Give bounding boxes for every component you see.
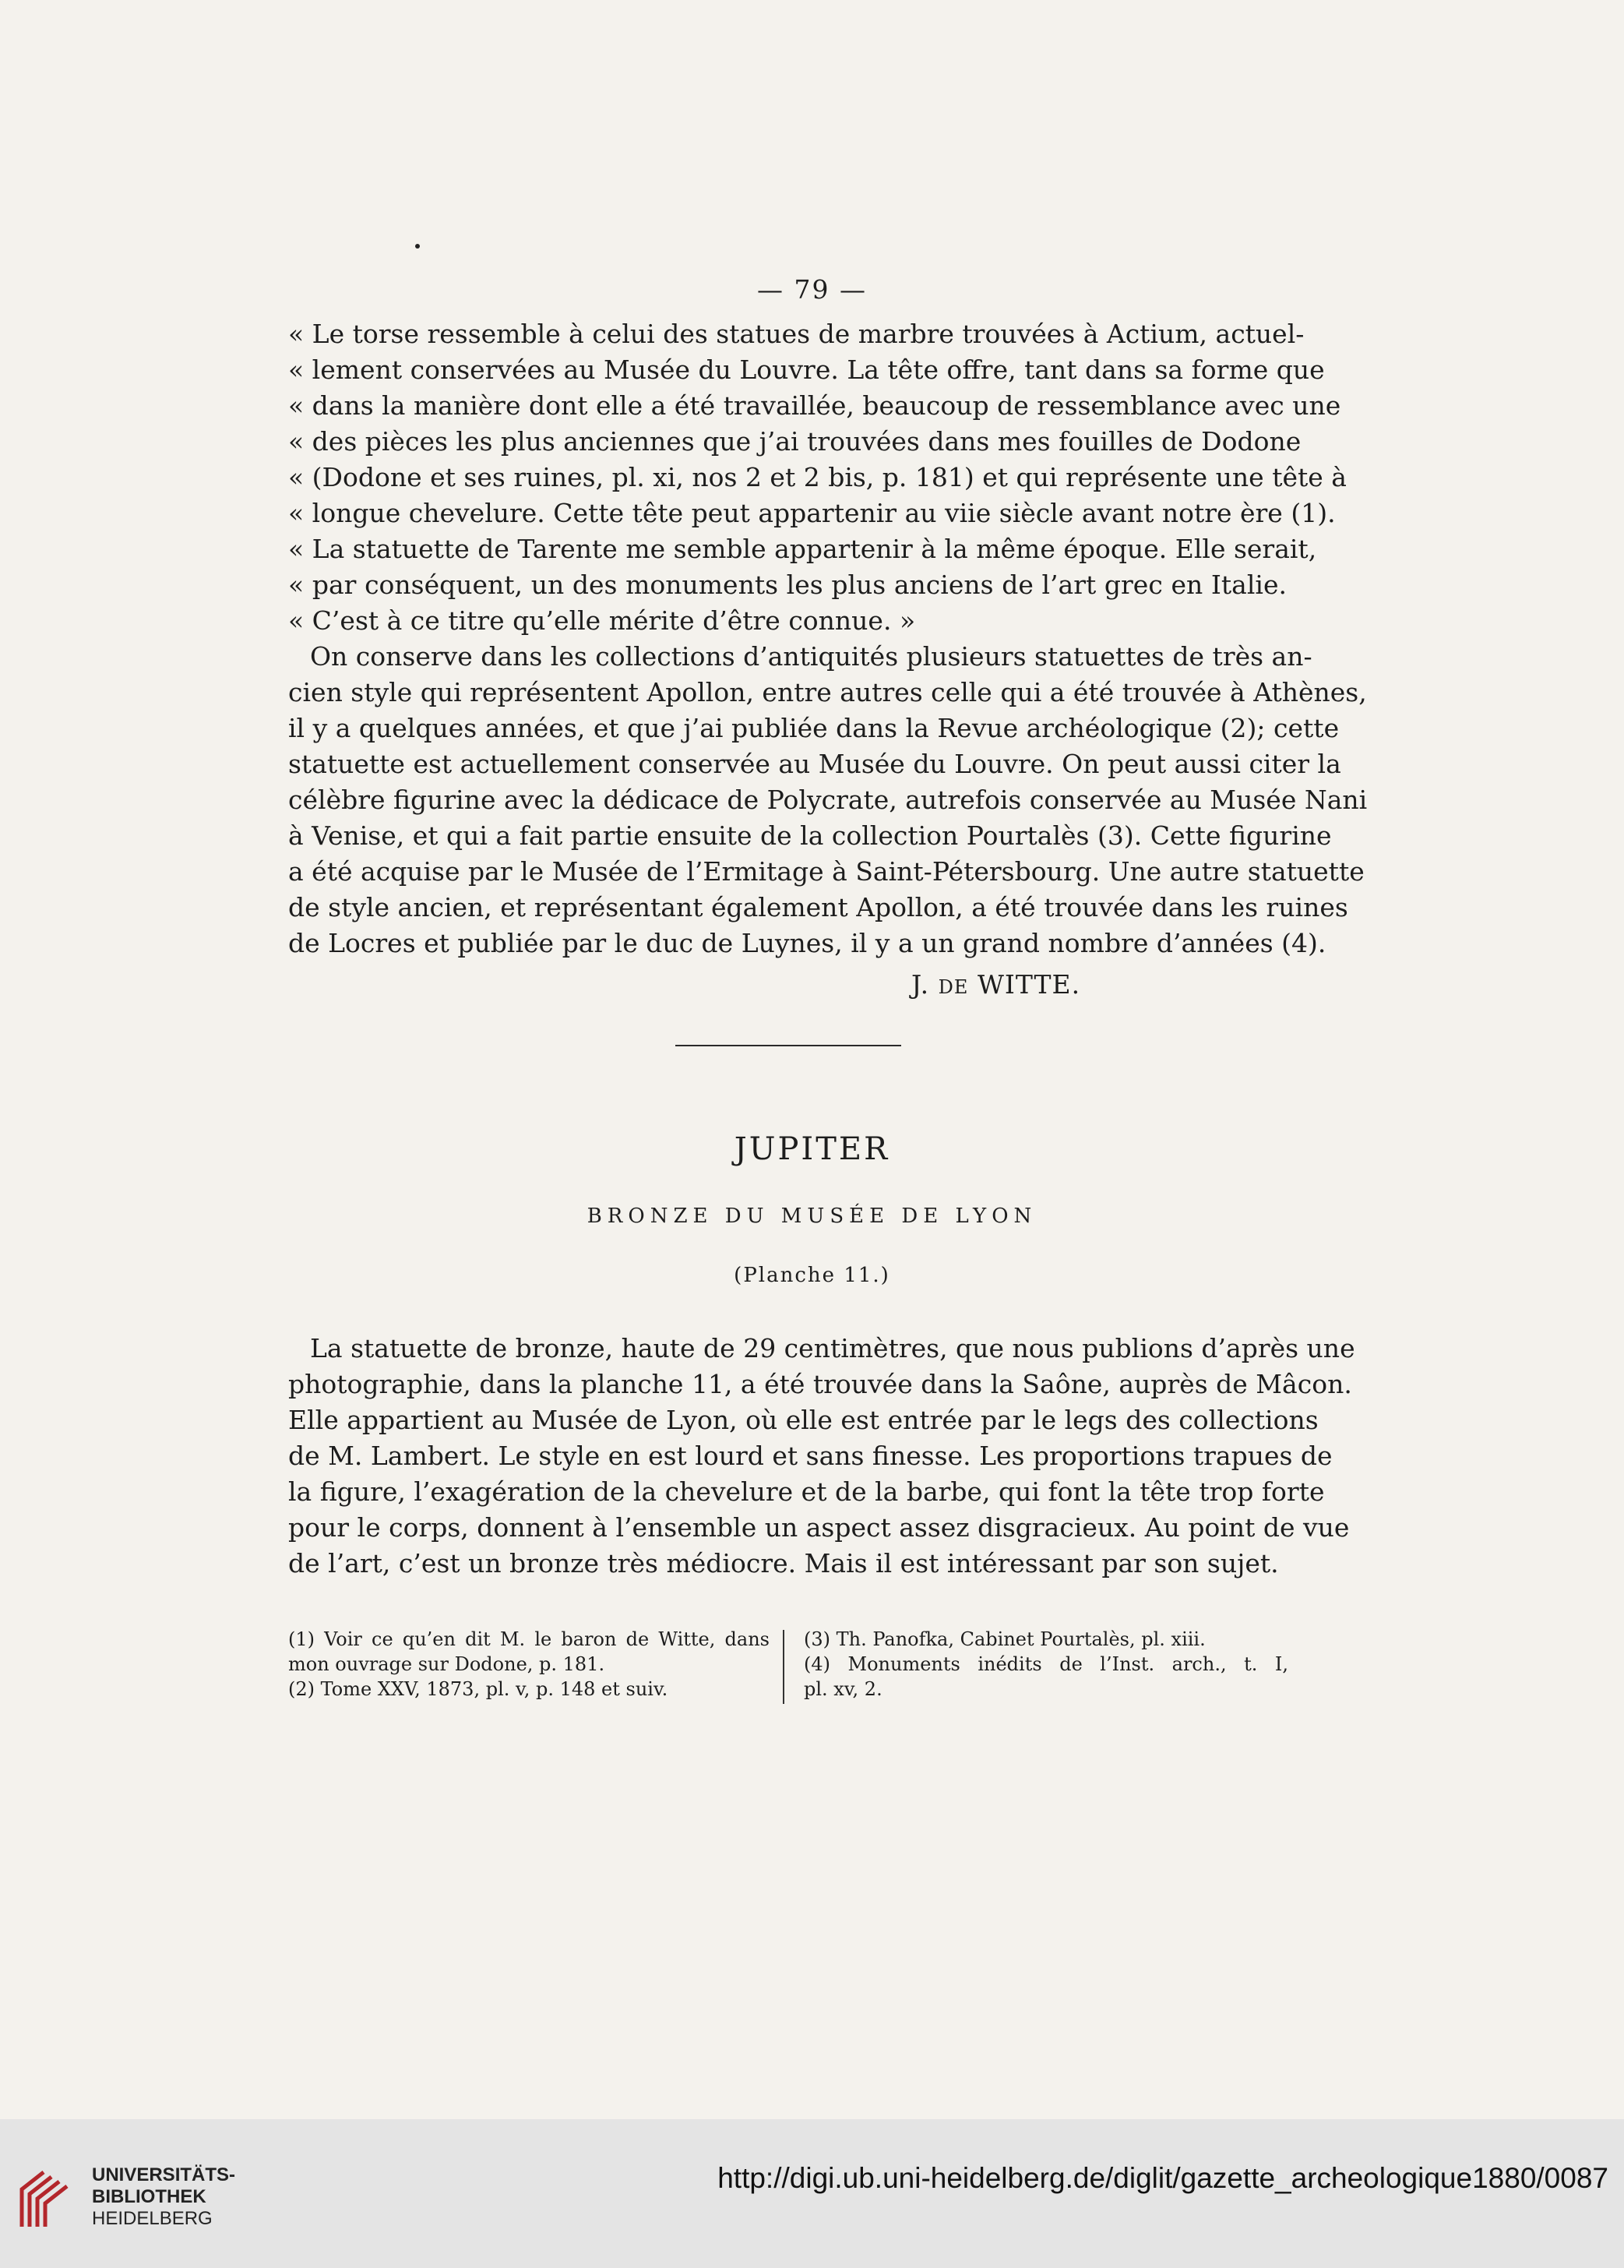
paragraph-line: pour le corps, donnent à l’ensemble un aspect assez disgracieux. Au point de vue	[288, 1512, 1350, 1543]
paragraph-jupiter	[288, 1331, 1355, 1582]
footnote-line: (4) Monuments inédits de l’Inst. arch., t. I,	[804, 1653, 1288, 1675]
signature-particle: DE	[938, 976, 969, 998]
footnote-line: (1) Voir ce qu’en dit M. le baron de Witte, dans	[288, 1628, 770, 1650]
footnote-divider	[783, 1630, 784, 1704]
footnotes-right	[804, 1627, 1288, 1702]
paragraph-line: statuette est actuellement conservée au Musée du Louvre. On peut aussi citer la	[288, 749, 1341, 779]
paragraph-line: a été acquise par le Musée de l’Ermitage à Saint-Pétersbourg. Une autre statuette	[288, 856, 1365, 887]
footnote-line: (3) Th. Panofka, Cabinet Pourtalès, pl. xiii.	[804, 1628, 1206, 1650]
quote-line: « des pièces les plus anciennes que j’ai trouvées dans mes fouilles de Dodone	[288, 426, 1302, 457]
quote-line: « La statuette de Tarente me semble appartenir à la même époque. Elle serait,	[288, 534, 1317, 564]
paragraph-line: cien style qui représentent Apollon, entre autres celle qui a été trouvée à Athènes,	[288, 677, 1367, 707]
quote-block	[288, 316, 1347, 639]
section-subtitle: BRONZE DU MUSÉE DE LYON	[587, 1205, 1037, 1228]
quote-line: « (Dodone et ses ruines, pl. xi, nos 2 et 2 bis, p. 181) et qui représente une tête à	[288, 462, 1347, 492]
paragraph-apollon	[288, 639, 1368, 961]
quote-line: « par conséquent, un des monuments les plus anciens de l’art grec en Italie.	[288, 570, 1287, 600]
quote-line: « longue chevelure. Cette tête peut appartenir au viie siècle avant notre ère (1).	[288, 498, 1336, 528]
footnote-line: mon ouvrage sur Dodone, p. 181.	[288, 1653, 605, 1675]
signature-initial: J.	[911, 969, 930, 1000]
paragraph-line: Elle appartient au Musée de Lyon, où elle est entrée par le legs des collections	[288, 1405, 1319, 1435]
quote-line: « lement conservées au Musée du Louvre. La tête offre, tant dans sa forme que	[288, 354, 1325, 385]
plate-reference: (Planche 11.)	[734, 1264, 890, 1287]
logo-line: UNIVERSITÄTS-	[92, 2164, 236, 2185]
paragraph-line: de style ancien, et représentant également Apollon, a été trouvée dans les ruines	[288, 892, 1348, 922]
logo-line: BIBLIOTHEK	[92, 2186, 206, 2207]
section-divider	[675, 1045, 901, 1046]
paragraph-line: à Venise, et qui a fait partie ensuite de la collection Pourtalès (3). Cette figurine	[288, 820, 1332, 851]
library-logo-text	[92, 2164, 235, 2230]
signature-name: WITTE.	[977, 969, 1081, 1000]
paragraph-line: La statuette de bronze, haute de 29 centimètres, que nous publions d’après une	[310, 1333, 1355, 1363]
paragraph-line: il y a quelques années, et que j’ai publiée dans la Revue archéologique (2); cette	[288, 713, 1340, 743]
library-logo-icon	[17, 2166, 79, 2230]
page-number: — 79 —	[757, 274, 867, 305]
paragraph-line: de Locres et publiée par le duc de Luynes, il y a un grand nombre d’années (4).	[288, 928, 1326, 958]
quote-line: « Le torse ressemble à celui des statues de marbre trouvées à Actium, actuel-	[288, 319, 1305, 349]
paragraph-line: la figure, l’exagération de la chevelure et de la barbe, qui font la tête trop forte	[288, 1476, 1325, 1507]
speck	[415, 244, 420, 249]
paragraph-line: de l’art, c’est un bronze très médiocre. Mais il est intéressant par son sujet.	[288, 1548, 1279, 1578]
paragraph-line: de M. Lambert. Le style en est lourd et sans finesse. Les proportions trapues de	[288, 1441, 1333, 1471]
paragraph-line: célèbre figurine avec la dédicace de Polycrate, autrefois conservée au Musée Nani	[288, 785, 1368, 815]
section-title: JUPITER	[734, 1131, 890, 1167]
author-signature	[911, 969, 1080, 1000]
paragraph-line: On conserve dans les collections d’antiquités plusieurs statuettes de très an-	[310, 641, 1312, 672]
footnote-line: pl. xv, 2.	[804, 1678, 882, 1700]
footnotes-left	[288, 1627, 770, 1702]
source-url-link[interactable]: http://digi.ub.uni-heidelberg.de/diglit/gazette_archeologique1880/0087	[717, 2162, 1608, 2194]
quote-line: « dans la manière dont elle a été travaillée, beaucoup de ressemblance avec une	[288, 390, 1341, 421]
footnote-line: (2) Tome XXV, 1873, pl. v, p. 148 et suiv.	[288, 1678, 668, 1700]
paragraph-line: photographie, dans la planche 11, a été trouvée dans la Saône, auprès de Mâcon.	[288, 1369, 1352, 1399]
quote-line: « C’est à ce titre qu’elle mérite d’être connue. »	[288, 605, 916, 636]
logo-line: HEIDELBERG	[92, 2208, 213, 2229]
